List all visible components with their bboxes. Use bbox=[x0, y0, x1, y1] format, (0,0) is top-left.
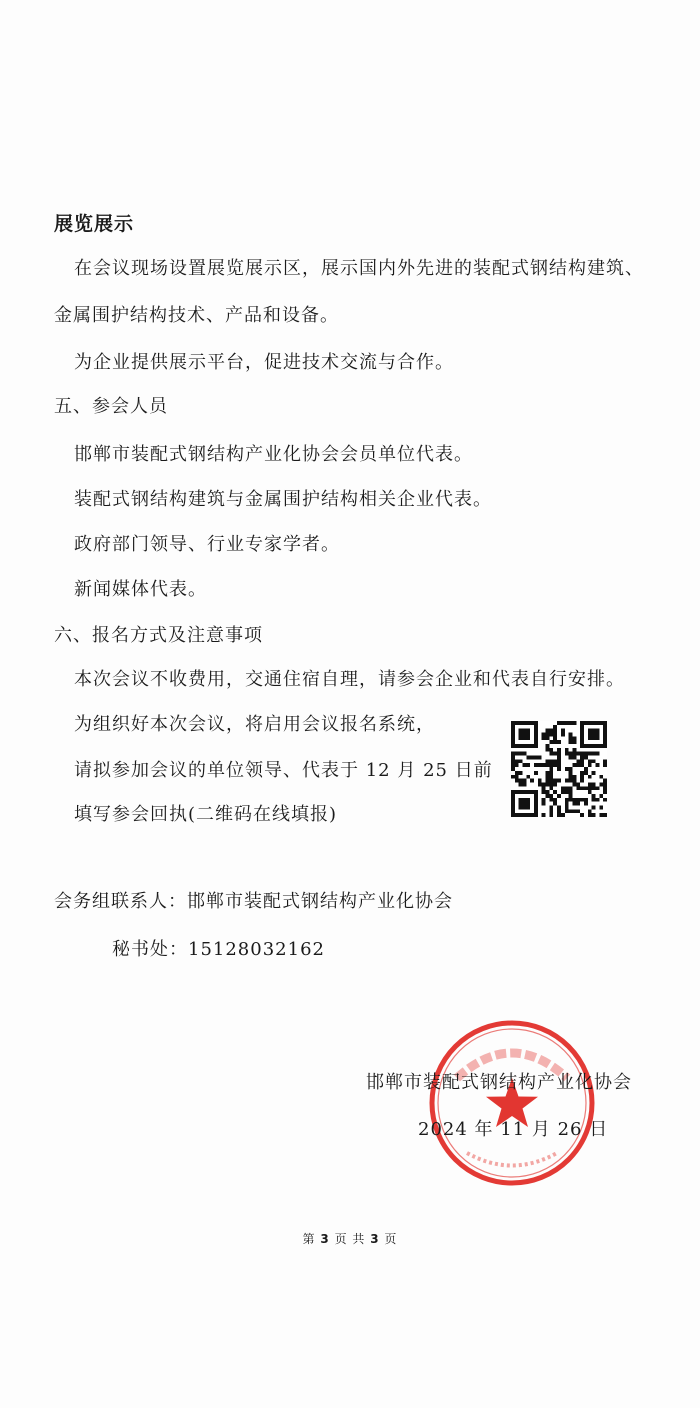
attendee-item: 政府部门领导、行业专家学者。 bbox=[74, 534, 340, 555]
page-footer bbox=[0, 1230, 700, 1247]
heading-attendees: 五、参会人员 bbox=[54, 396, 168, 417]
registration-qr-code[interactable] bbox=[511, 721, 607, 817]
registration-line1: 本次会议不收费用，交通住宿自理，请参会企业和代表自行安排。 bbox=[74, 669, 625, 690]
registration-line3: 请拟参加会议的单位领导、代表于 12 月 25 日前 bbox=[74, 760, 493, 781]
attendee-item: 邯郸市装配式钢结构产业化协会会员单位代表。 bbox=[74, 444, 473, 465]
contact-line: 会务组联系人：邯郸市装配式钢结构产业化协会 bbox=[54, 891, 453, 912]
footer-page-number: 3 bbox=[320, 1232, 330, 1246]
signature-date: 2024 年 11 月 26 日 bbox=[418, 1119, 609, 1140]
attendee-item: 装配式钢结构建筑与金属围护结构相关企业代表。 bbox=[74, 489, 492, 510]
attendee-item: 新闻媒体代表。 bbox=[74, 579, 207, 600]
footer-total-pages: 3 bbox=[370, 1232, 380, 1246]
heading-exhibition: 展览展示 bbox=[54, 213, 135, 235]
exhibition-paragraph-line2: 金属围护结构技术、产品和设备。 bbox=[54, 305, 339, 326]
registration-line2: 为组织好本次会议，将启用会议报名系统， bbox=[74, 714, 435, 735]
exhibition-paragraph-2: 为企业提供展示平台，促进技术交流与合作。 bbox=[74, 352, 454, 373]
footer-suffix: 页 bbox=[384, 1232, 398, 1246]
footer-prefix: 第 bbox=[302, 1232, 316, 1246]
heading-registration: 六、报名方式及注意事项 bbox=[54, 625, 263, 646]
official-seal bbox=[427, 1018, 597, 1188]
exhibition-paragraph-line1: 在会议现场设置展览展示区，展示国内外先进的装配式钢结构建筑、 bbox=[74, 258, 644, 279]
registration-line4: 填写参会回执(二维码在线填报) bbox=[74, 804, 338, 825]
secretary-line: 秘书处：15128032162 bbox=[112, 939, 325, 960]
footer-mid: 页 共 bbox=[334, 1232, 366, 1246]
signature-organization: 邯郸市装配式钢结构产业化协会 bbox=[366, 1072, 632, 1093]
